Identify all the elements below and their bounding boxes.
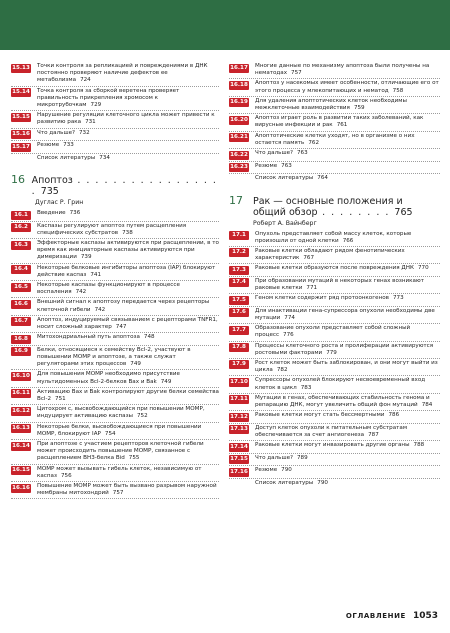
chapter-title: Рак — основные положения и общий обзор: [253, 195, 403, 218]
entry-title: Раковые клетки образуются после повреждения ДНК: [255, 265, 414, 272]
entry-text-wrap: [255, 163, 440, 170]
chapter-number: 16: [11, 173, 25, 187]
entry-text-wrap: [37, 466, 219, 480]
section-number-badge: 16.19: [230, 99, 248, 106]
entry-title: Белки, относящиеся к семейству Bcl-2, участвуют в повышении MOMP и апоптозе, а также служат регуляторами этих процессов: [37, 346, 191, 368]
entry-title: Рост клеток может быть заблокирован, и они могут выйти из цикла: [255, 359, 438, 374]
entry-page: 738: [122, 229, 133, 236]
toc-entry[interactable]: [11, 129, 219, 142]
toc-entry[interactable]: [229, 441, 440, 454]
section-number-badge: 16.21: [230, 134, 248, 141]
section-number-badge: 17.1: [229, 231, 249, 240]
toc-entry[interactable]: [11, 423, 219, 440]
entry-text-wrap: [255, 295, 440, 302]
entry-text-wrap: [255, 133, 440, 147]
entry-page: 790: [317, 479, 328, 486]
toc-entry[interactable]: [229, 174, 440, 186]
section-number-badge: 16.15: [12, 467, 30, 474]
entry-title: Резюме: [37, 142, 60, 149]
entry-text-wrap: [255, 395, 440, 409]
chapter-author: Дуглас Р. Грин: [35, 199, 84, 207]
entry-page: 788: [413, 442, 425, 449]
entry-page: 789: [297, 454, 308, 461]
entry-text-wrap: [255, 115, 440, 129]
entry-page: 749: [130, 361, 141, 368]
entry-title: Многие данные по механизму апоптоза были получены на нематодах: [255, 63, 430, 77]
footer-label: ОГЛАВЛЕНИЕ: [345, 612, 406, 620]
toc-entry[interactable]: [11, 465, 219, 482]
toc-entry[interactable]: [229, 264, 440, 277]
entry-title: Геном клетки содержит ряд протоонкогенов: [255, 295, 389, 302]
toc-entry[interactable]: [229, 230, 440, 247]
toc-entry[interactable]: [11, 333, 219, 346]
toc-entry[interactable]: [11, 482, 219, 499]
entry-page: 748: [143, 334, 155, 341]
chapter-heading[interactable]: [11, 173, 219, 197]
entry-text-wrap: [255, 308, 440, 322]
entry-text-wrap: [255, 455, 440, 462]
toc-entry[interactable]: [11, 239, 219, 264]
toc-entry[interactable]: [229, 162, 440, 175]
toc-entry[interactable]: [11, 209, 219, 222]
entry-text-wrap: [255, 63, 440, 77]
entry-title: Что дальше?: [37, 129, 75, 136]
section-number-badge: 17.12: [230, 413, 248, 420]
section-number-badge: 16.1: [11, 211, 31, 220]
entry-page: 764: [317, 175, 328, 182]
entry-page: 776: [283, 332, 294, 339]
entry-page: 724: [80, 77, 91, 84]
entry-page: 758: [392, 87, 404, 94]
entry-text-wrap: [255, 265, 440, 272]
chapter-page: 735: [40, 186, 59, 198]
section-number-badge: 17.5: [229, 296, 249, 305]
toc-entry[interactable]: [229, 307, 440, 324]
entry-page: 787: [368, 431, 379, 438]
entry-title: Мутации в генах, обеспечивающих стабильность генома и репарацию ДНК, могут увеличить общий фон мутаций: [255, 394, 430, 408]
toc-entry[interactable]: [229, 62, 440, 79]
section-number-badge: 16.20: [230, 116, 248, 123]
entry-text-wrap: [37, 347, 219, 369]
chapter-page: 765: [394, 206, 413, 218]
toc-entry[interactable]: [229, 132, 440, 149]
entry-title: Список литературы: [37, 154, 96, 161]
section-number-badge: 16.11: [12, 390, 30, 397]
entry-title: Для инактивации гена-супрессора опухоли необходимы две мутации: [255, 307, 435, 321]
entry-page: 739: [80, 254, 92, 261]
toc-entry[interactable]: [229, 411, 440, 424]
entry-page: 741: [90, 271, 102, 278]
leader-dots: . . . . . . . . . . . . . . . . .: [31, 175, 218, 198]
toc-entry[interactable]: [11, 62, 219, 87]
entry-title: При образовании мутаций в некоторых генах возникают раковые клетки: [255, 277, 424, 292]
page-footer: [346, 611, 438, 621]
entry-title: Апоптоз, индуцируемый связыванием с рецепторами TNFR1, носит сложный характер: [37, 316, 218, 331]
entry-page: 732: [79, 129, 90, 136]
section-number-badge: 16.2: [11, 223, 31, 232]
entries-pre-left: [11, 62, 219, 165]
section-number-badge: 16.12: [12, 407, 30, 414]
entries-post-right: [229, 230, 440, 491]
page-number: 1053: [412, 611, 438, 621]
entry-page: 729: [90, 102, 102, 109]
toc-entry[interactable]: [229, 277, 440, 294]
toc-entry[interactable]: [229, 247, 440, 264]
entry-page: 784: [421, 401, 433, 408]
toc-entry[interactable]: [11, 141, 219, 154]
entry-title: Для удаления апоптотических клеток необходимы межклеточные взаимодействия: [255, 97, 407, 112]
entry-text-wrap: [255, 360, 440, 374]
entry-title: Что дальше?: [255, 150, 293, 157]
entry-title: Апоптоз у насекомых имеет особенности, отличающие его от этого процесса у млекопитающих и нематод: [255, 80, 439, 94]
entry-text-wrap: [255, 377, 440, 391]
section-number-badge: 16.22: [230, 151, 248, 158]
entry-page: 782: [276, 367, 288, 374]
entry-title: MOMP может вызывать гибель клеток, независимую от каспаз: [37, 465, 202, 479]
section-number-badge: 15.15: [12, 113, 30, 120]
entry-title: Нарушение регуляции клеточного цикла может привести к развитию рака: [37, 112, 215, 126]
entry-text-wrap: [255, 248, 440, 262]
entry-text-wrap: [255, 412, 440, 419]
entries-pre-right: [229, 62, 440, 186]
entry-page: 767: [303, 255, 315, 262]
entry-text-wrap: [255, 278, 440, 292]
section-number-badge: 16.5: [11, 283, 31, 292]
chapter-author: Роберт А. Вайнберг: [253, 219, 317, 227]
entries-post-left: [11, 209, 219, 499]
toc-entry[interactable]: [229, 466, 440, 479]
entry-text-wrap: [255, 467, 440, 474]
entry-text-wrap: [37, 389, 219, 403]
entry-page: 733: [63, 142, 74, 149]
toc-entry[interactable]: [229, 479, 440, 491]
toc-entry[interactable]: [229, 424, 440, 441]
entry-page: 763: [281, 162, 292, 169]
entry-title: Некоторые белки, высвобождающиеся при повышении MOMP, блокируют IAP: [37, 423, 202, 437]
entry-title: Митохондриальный путь апоптоза: [37, 334, 140, 341]
entry-title: Раковые клетки обладают рядом фенотипических характеристик: [255, 247, 405, 262]
entry-page: 779: [326, 349, 337, 356]
toc-entry[interactable]: [229, 79, 440, 96]
section-number-badge: 16.14: [12, 442, 30, 449]
section-number-badge: [11, 155, 31, 164]
entry-page: 771: [306, 285, 318, 292]
toc-entry[interactable]: [11, 264, 219, 281]
section-number-badge: 16.13: [12, 425, 30, 432]
entry-title: Резюме: [255, 162, 278, 169]
section-number-badge: 16.3: [11, 241, 31, 250]
toc-column-left: [11, 62, 219, 499]
section-number-badge: 17.9: [229, 360, 249, 369]
entry-title: Для повышения MOMP необходимо присутствие мультидоменных Bcl-2-белков Bax и Bak: [37, 371, 180, 385]
toc-entry[interactable]: [229, 394, 440, 411]
section-number-badge: 16.7: [11, 317, 31, 326]
toc-entry[interactable]: [229, 294, 440, 307]
entry-title: Эффекторные каспазы активируются при расщеплении, в то время как инициаторные каспазы активируются при димеризации: [37, 240, 219, 261]
section-number-badge: [229, 480, 249, 489]
entry-page: 761: [336, 122, 348, 129]
section-number-badge: 15.17: [12, 143, 30, 150]
entry-title: Некоторые белковые ингибиторы апоптоза (IAP) блокируют действие каспаз: [37, 264, 216, 278]
toc-entry[interactable]: [11, 281, 219, 298]
entry-page: 752: [136, 413, 148, 420]
entry-title: Раковые клетки могут инвазировать другие органы: [255, 442, 410, 449]
entry-text-wrap: [37, 282, 219, 296]
toc-column-right: [229, 62, 440, 490]
entry-text-wrap: [255, 343, 440, 357]
entry-page: 747: [115, 324, 127, 331]
entry-page: 751: [55, 395, 66, 402]
entry-text-wrap: [255, 150, 440, 157]
toc-entry[interactable]: [229, 114, 440, 131]
entry-title: Цитохром c, высвобождающийся при повышении MOMP, индуцирует активацию каспазы: [37, 406, 205, 420]
entry-text-wrap: [255, 80, 440, 94]
entry-text-wrap: [37, 155, 219, 162]
entry-page: 756: [60, 472, 72, 479]
section-number-badge: [229, 176, 249, 185]
section-number-badge: 17.4: [229, 278, 249, 287]
toc-entry[interactable]: [11, 388, 219, 405]
entry-text-wrap: [255, 231, 440, 245]
toc-entry[interactable]: [229, 324, 440, 341]
entry-text-wrap: [37, 299, 219, 313]
entry-text-wrap: [37, 371, 219, 385]
entry-title: При апоптозе с участием рецепторов клеточной гибели может происходить повышение MOMP, связанное с расщеплением BH3-белка Bid: [37, 441, 204, 462]
entry-text-wrap: [37, 210, 219, 217]
toc-entry[interactable]: [11, 370, 219, 387]
section-number-badge: 17.14: [230, 443, 248, 450]
toc-entry[interactable]: [11, 154, 219, 166]
entry-text-wrap: [37, 240, 219, 262]
entry-page: 790: [281, 467, 292, 474]
entry-page: 759: [353, 105, 365, 112]
entry-page: 766: [342, 237, 354, 244]
entry-title: Список литературы: [255, 175, 314, 182]
entry-text-wrap: [37, 483, 219, 497]
section-number-badge: 16.23: [230, 164, 248, 171]
entry-text-wrap: [37, 265, 219, 279]
section-number-badge: 17.16: [230, 468, 248, 475]
toc-entry[interactable]: [11, 87, 219, 112]
toc-entry[interactable]: [229, 376, 440, 393]
section-number-badge: 15.14: [12, 89, 30, 96]
entry-text-wrap: [255, 98, 440, 112]
entry-title: Раковые клетки могут стать бессмертными: [255, 412, 385, 419]
entry-page: 762: [308, 139, 320, 146]
entry-title: Опухоль представляет собой массу клеток, которые произошли от одной клетки: [255, 230, 412, 244]
section-number-badge: 16.4: [11, 265, 31, 274]
entry-text-wrap: [37, 130, 219, 137]
toc-entry[interactable]: [11, 111, 219, 128]
entry-title: Точка контроля за сборкой веретена проверяет правильность прикрепления хромосом к микротрубочкам: [37, 87, 180, 109]
entry-page: 742: [94, 306, 106, 313]
toc-entry[interactable]: [229, 342, 440, 359]
entry-text-wrap: [255, 425, 440, 439]
chapter-number: 17: [229, 193, 243, 207]
entry-page: 742: [75, 289, 87, 296]
entry-text-wrap: [255, 325, 440, 339]
section-number-badge: 17.11: [230, 396, 248, 403]
entry-page: 731: [85, 119, 96, 126]
leader-dots: . . . . . . . .: [317, 206, 395, 218]
entry-page: 774: [284, 314, 295, 321]
entry-title: Супрессоры опухолей блокируют несвоевременный вход клеток в цикл: [255, 377, 426, 391]
section-number-badge: 16.18: [230, 81, 248, 88]
toc-entry[interactable]: [229, 97, 440, 114]
section-number-badge: 17.2: [229, 248, 249, 257]
entry-page: 749: [160, 378, 172, 385]
entry-text-wrap: [37, 142, 219, 149]
section-number-badge: 16.17: [230, 64, 248, 71]
header-band: [0, 0, 450, 50]
section-number-badge: 17.13: [230, 426, 248, 433]
entry-page: 773: [392, 295, 404, 302]
entry-title: Некоторые каспазы функционируют в процессе воспаления: [37, 282, 180, 296]
toc-entry[interactable]: [11, 316, 219, 333]
toc-entry[interactable]: [229, 454, 440, 467]
entry-title: Повышение MOMP может быть вызвано разрывом наружной мембраны митохондрий: [37, 483, 217, 497]
entry-page: 755: [128, 455, 140, 462]
entry-page: 754: [104, 430, 116, 437]
section-number-badge: 15.13: [12, 64, 30, 71]
section-number-badge: 16.9: [11, 347, 31, 356]
section-number-badge: 17.6: [229, 308, 249, 317]
entry-page: 757: [112, 490, 124, 497]
section-number-badge: 17.3: [229, 266, 249, 275]
section-number-badge: 17.10: [230, 378, 248, 385]
entry-title: Точки контроля за репликацией и повреждениями в ДНК постоянно проверяют наличие дефектов ее метаболизма: [37, 63, 208, 84]
entry-page: 734: [99, 154, 110, 161]
entry-title: Резюме: [255, 467, 278, 474]
section-number-badge: 17.7: [229, 326, 249, 335]
entry-title: Список литературы: [255, 479, 314, 486]
entry-text-wrap: [255, 480, 440, 487]
entry-text-wrap: [37, 441, 219, 463]
entry-text-wrap: [255, 442, 440, 449]
entry-title: Процессы клеточного роста и пролиферации активируются ростовыми факторами: [255, 342, 434, 356]
entry-text-wrap: [37, 424, 219, 438]
toc-entry[interactable]: [11, 346, 219, 371]
entry-text-wrap: [37, 112, 219, 126]
entry-title: Апоптоз играет роль в развитии таких заболеваний, как вирусные инфекции и рак: [255, 115, 424, 129]
section-number-badge: 17.8: [229, 343, 249, 352]
entry-text-wrap: [255, 175, 440, 182]
entry-text-wrap: [37, 223, 219, 237]
toc-entry[interactable]: [229, 149, 440, 162]
entry-title: Активацию Bax и Bak контролируют другие белки семейства Bcl-2: [37, 388, 219, 402]
toc-entry[interactable]: [11, 222, 219, 239]
entry-title: Введение: [37, 210, 66, 217]
entry-text-wrap: [37, 63, 219, 85]
entry-text-wrap: [37, 406, 219, 420]
toc-entry[interactable]: [11, 440, 219, 465]
entry-page: 783: [300, 384, 312, 391]
entry-page: 770: [417, 265, 429, 272]
entry-text-wrap: [37, 317, 219, 331]
toc-entry[interactable]: [11, 405, 219, 422]
entry-page: 757: [291, 70, 302, 77]
entry-page: 736: [69, 210, 81, 217]
section-number-badge: 16.16: [12, 484, 30, 491]
entry-title: Апоптотические клетки уходят, но в организме о них остается память: [255, 132, 415, 146]
entry-page: 763: [297, 150, 308, 157]
section-number-badge: 16.6: [11, 300, 31, 309]
entry-title: Доступ клеток опухоли к питательным субстратам обеспечивается за счет ангиогенеза: [255, 424, 408, 438]
chapter-title: Апоптоз: [31, 175, 73, 187]
entry-title: Внешний сигнал к апоптозу передается через рецепторы клеточной гибели: [37, 299, 210, 313]
entry-text-wrap: [37, 88, 219, 110]
entry-text-wrap: [37, 334, 219, 341]
entry-title: Каспазы регулируют апоптоз путем расщепления специфических субстратов: [37, 222, 187, 236]
entry-title: Что дальше?: [255, 454, 293, 461]
toc-entry[interactable]: [229, 359, 440, 376]
toc-entry[interactable]: [11, 298, 219, 315]
chapter-heading[interactable]: [229, 194, 440, 218]
section-number-badge: 16.10: [12, 372, 30, 379]
section-number-badge: 15.16: [12, 131, 30, 138]
entry-title: Образование опухоли представляет собой сложный процесс: [255, 325, 411, 339]
entry-page: 786: [388, 412, 400, 419]
section-number-badge: 16.8: [11, 335, 31, 344]
section-number-badge: 17.15: [230, 456, 248, 463]
